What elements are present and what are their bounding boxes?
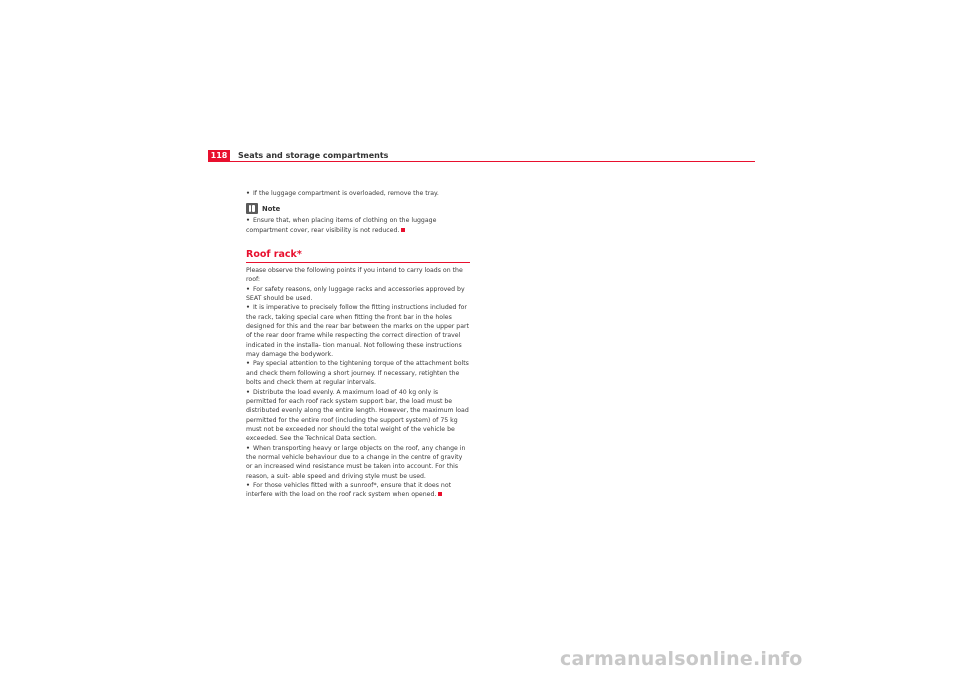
bullet-text: Ensure that, when placing items of clothing on the luggage compartment cover, rear visibility is not reduced. — [246, 217, 437, 234]
section-divider — [246, 262, 470, 263]
section-title: Roof rack* — [246, 249, 302, 261]
bullet-icon: • — [246, 190, 250, 197]
page-content — [246, 189, 470, 500]
chapter-title: Seats and storage compartments — [238, 151, 389, 160]
bullet-text: For safety reasons, only luggage racks and accessories approved by SEAT should be used. — [246, 285, 465, 303]
bullet-icon: • — [246, 481, 250, 489]
bullet-icon: • — [246, 444, 250, 452]
bullet-text: For those vehicles fitted with a sunroof*, ensure that it does not interfere with the load on the roof rack system when opened. — [246, 481, 452, 499]
list-item — [246, 388, 470, 444]
end-mark-icon — [401, 228, 405, 232]
bullet-text: Distribute the load evenly. A maximum load of 40 kg only is permitted for each roof rack system support bar, the load must be distributed evenly along the entire length. However, the maximum load permitted for the entire roof (including the support system) of 75 kg must not be exceeded nor should the total weight of the vehicle be exceeded. See the Technical Data section. — [246, 388, 469, 443]
list-item — [246, 216, 470, 235]
list-item — [246, 444, 470, 481]
bullet-text: Pay special attention to the tightening torque of the attachment bolts and check them following a short journey. If necessary, retighten the bolts and check them at regular intervals. — [246, 360, 469, 387]
list-item — [246, 481, 470, 500]
list-item — [246, 189, 470, 198]
bullet-icon: • — [246, 360, 250, 368]
end-mark-icon — [438, 492, 442, 496]
section-intro: Please observe the following points if you intend to carry loads on the roof: — [246, 267, 463, 284]
bullet-text: It is imperative to precisely follow the fitting instructions included for the rack, taking special care when fitting the front bar in the holes designed for this and the rear bar between the marks on the upper part of the rear door frame while respecting the correct direction of travel indicated in the installa- tion manual. Not following these instructions may damage the bodywork. — [246, 304, 469, 359]
header-divider — [208, 161, 755, 162]
note-block — [246, 203, 470, 235]
note-heading — [246, 203, 470, 215]
page-number: 118 — [208, 150, 230, 161]
bullet-text: When transporting heavy or large objects on the roof, any change in the normal vehicle behaviour due to a change in the centre of gravity or an increased wind resistance must be taken into account. For this reason, a suit- able speed and driving style must be used. — [246, 444, 466, 480]
list-item — [246, 359, 470, 387]
note-icon — [246, 203, 258, 214]
watermark: carmanualsonline.info — [560, 648, 803, 670]
note-label: Note — [262, 205, 281, 213]
bullet-icon: • — [246, 388, 250, 396]
page-header — [208, 150, 755, 162]
list-item — [246, 285, 470, 304]
bullet-text: If the luggage compartment is overloaded, remove the tray. — [252, 190, 439, 197]
list-item — [246, 303, 470, 359]
bullet-icon: • — [246, 217, 250, 225]
bullet-icon: • — [246, 285, 250, 293]
bullet-icon: • — [246, 304, 250, 312]
